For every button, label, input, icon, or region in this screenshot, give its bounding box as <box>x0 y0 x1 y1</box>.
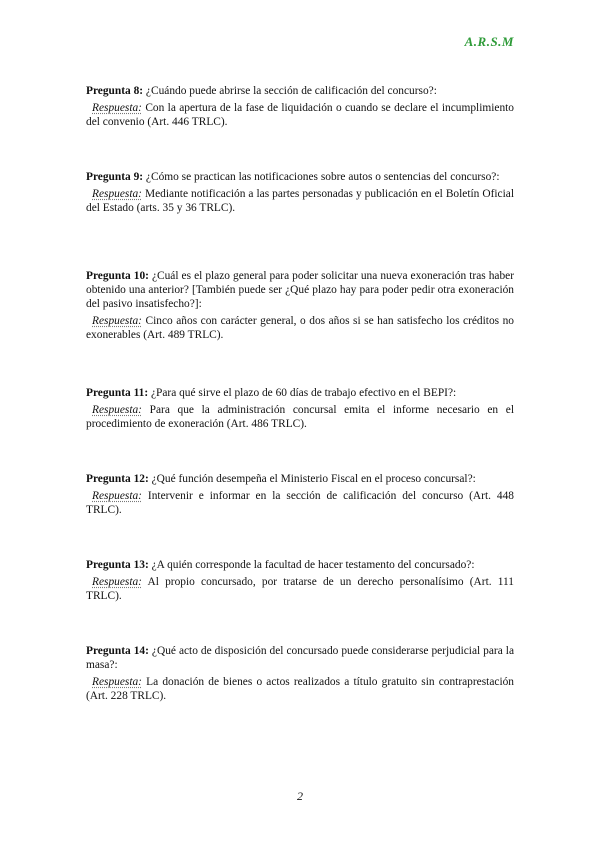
question-9 <box>86 170 514 184</box>
qa-item-12 <box>86 472 514 517</box>
question-label: Pregunta 8: <box>86 85 144 97</box>
question-label: Pregunta 12: <box>86 473 149 485</box>
answer-label: Respuesta: <box>92 576 142 588</box>
answer-label: Respuesta: <box>92 404 142 416</box>
qa-item-14 <box>86 644 514 703</box>
answer-label: Respuesta: <box>92 102 142 114</box>
answer-14 <box>86 675 514 703</box>
question-text: ¿Cuál es el plazo general para poder solicitar una nueva exoneración tras haber obtenido una anterior? [También puede ser ¿Qué plazo hay para poder pedir otra exoneración del pasivo insatisfecho?]: <box>86 270 515 310</box>
answer-12 <box>86 489 514 517</box>
question-text: ¿Cómo se practican las notificaciones sobre autos o sentencias del concurso?: <box>143 171 500 183</box>
answer-9 <box>86 187 514 215</box>
question-label: Pregunta 13: <box>86 559 149 571</box>
answer-label: Respuesta: <box>92 188 142 200</box>
question-text: ¿Cuándo puede abrirse la sección de calificación del concurso?: <box>143 85 437 97</box>
question-13 <box>86 558 514 572</box>
answer-8 <box>86 101 514 129</box>
question-text: ¿Qué función desempeña el Ministerio Fiscal en el proceso concursal?: <box>148 473 476 485</box>
qa-item-10 <box>86 269 514 342</box>
answer-text: Intervenir e informar en la sección de calificación del concurso (Art. 448 TRLC). <box>86 490 514 516</box>
header-mark: A.R.S.M <box>464 34 514 49</box>
qa-item-11 <box>86 386 514 431</box>
answer-label: Respuesta: <box>92 676 142 688</box>
answer-text: Con la apertura de la fase de liquidación o cuando se declare el incumplimiento del convenio (Art. 446 TRLC). <box>86 102 514 128</box>
question-14 <box>86 644 514 672</box>
answer-label: Respuesta: <box>92 490 142 502</box>
answer-text: Al propio concursado, por tratarse de un derecho personalísimo (Art. 111 TRLC). <box>86 576 514 602</box>
answer-text: Para que la administración concursal emita el informe necesario en el procedimiento de exoneración (Art. 486 TRLC). <box>86 404 514 430</box>
question-10 <box>86 269 514 311</box>
question-text: ¿Qué acto de disposición del concursado puede considerarse perjudicial para la masa?: <box>86 645 515 671</box>
qa-item-8 <box>86 84 514 129</box>
answer-text: Mediante notificación a las partes personadas y publicación en el Boletín Oficial del Estado (arts. 35 y 36 TRLC). <box>86 188 514 214</box>
answer-text: Cinco años con carácter general, o dos años si se han satisfecho los créditos no exonerables (Art. 489 TRLC). <box>86 315 514 341</box>
qa-item-13 <box>86 558 514 603</box>
question-text: ¿Para qué sirve el plazo de 60 días de trabajo efectivo en el BEPI?: <box>148 387 457 399</box>
question-8 <box>86 84 514 98</box>
answer-10 <box>86 314 514 342</box>
question-text: ¿A quién corresponde la facultad de hacer testamento del concursado?: <box>148 559 475 571</box>
question-label: Pregunta 14: <box>86 645 149 657</box>
answer-11 <box>86 403 514 431</box>
question-label: Pregunta 10: <box>86 270 149 282</box>
page-number: 2 <box>297 789 303 803</box>
answer-13 <box>86 575 514 603</box>
qa-item-9 <box>86 170 514 215</box>
question-12 <box>86 472 514 486</box>
question-label: Pregunta 11: <box>86 387 149 399</box>
question-11 <box>86 386 514 400</box>
answer-label: Respuesta: <box>92 315 142 327</box>
answer-text: La donación de bienes o actos realizados a título gratuito sin contraprestación (Art. 228 TRLC). <box>86 676 514 702</box>
question-label: Pregunta 9: <box>86 171 144 183</box>
